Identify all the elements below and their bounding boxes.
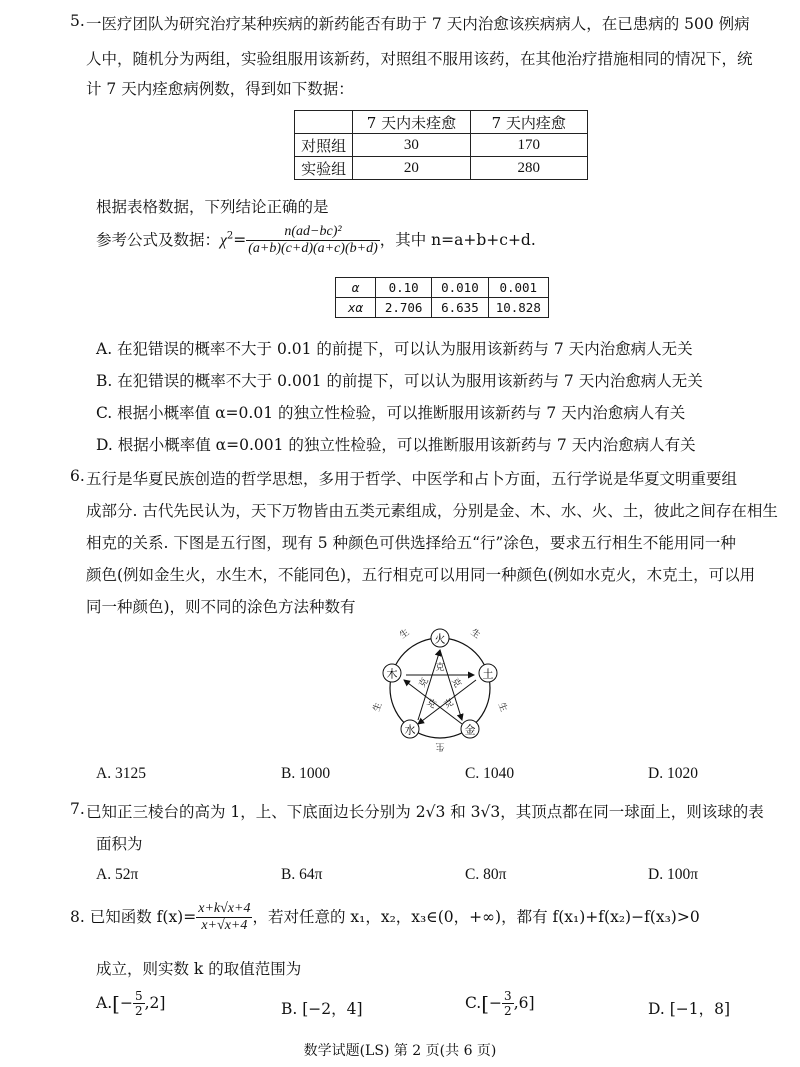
option-label: C. [465, 993, 482, 1012]
bracket: [ [481, 991, 490, 1016]
question-number: 7. [70, 800, 85, 818]
ke-star-arrows [404, 650, 476, 724]
option-a: A. 52π [96, 866, 139, 883]
question-text: 计 7 天内痊愈病例数，得到如下数据： [86, 80, 354, 98]
chi-superscript: 2 [226, 230, 234, 242]
sheng-label: 生 [398, 627, 412, 642]
ke-label: 克 [417, 676, 431, 690]
option-b: B. 64π [281, 866, 323, 883]
page-footer: 数学试题(LS) 第 2 页(共 6 页) [303, 1043, 497, 1059]
option-d: D. 根据小概率值 α=0.001 的独立性检验，可以推断服用该新药与 7 天内治愈病人有关 [96, 436, 696, 454]
element-metal-label: 金 [464, 723, 476, 737]
table-header-cell: 7 天内痊愈 [470, 111, 587, 134]
option-b: B. 1000 [281, 765, 331, 782]
ke-label: 克 [442, 697, 456, 711]
ke-label: 克 [449, 676, 463, 690]
question-text: 五行是华夏民族创造的哲学思想，多用于哲学、中医学和占卜方面，五行学说是华夏文明重要组 [86, 470, 738, 488]
formula-suffix: ，其中 n=a+b+c+d. [379, 230, 536, 249]
element-fire-label: 火 [434, 632, 446, 646]
ref-cell: 0.010 [432, 278, 488, 298]
ke-label: 克 [435, 663, 445, 673]
sheng-label: 生 [495, 701, 509, 714]
element-wood-label: 木 [386, 667, 398, 681]
sheng-label: 生 [435, 741, 445, 751]
equals-sign: = [233, 230, 247, 249]
fraction-numerator: x+k√x+4 [198, 901, 251, 916]
chi-square-fraction [246, 225, 380, 256]
bracket: [ [112, 991, 120, 1016]
question-text: 相克的关系. 下图是五行图，现有 5 种颜色可供选择给五“行”涂色，要求五行相生不能用同一种 [86, 534, 736, 552]
function-prefix: 已知函数 f(x)= [89, 907, 197, 926]
option-c: C. 1040 [465, 765, 515, 782]
ref-cell: 10.828 [488, 298, 548, 318]
question-text: 同一种颜色)，则不同的涂色方法种数有 [86, 598, 356, 616]
fraction-denominator: 2 [504, 1004, 512, 1018]
question-number: 8. [70, 907, 85, 926]
option-c [465, 990, 535, 1017]
option-c: C. 80π [465, 866, 507, 883]
table-row-label: 实验组 [295, 157, 353, 180]
fraction-numerator: 3 [504, 989, 512, 1003]
question-text: 颜色(例如金生火，水生木，不能同色)，五行相克可以用同一种颜色(例如水克火，木克土，可以用 [86, 566, 756, 584]
table-header-cell [295, 111, 353, 134]
element-water-label: 水 [404, 723, 416, 737]
sheng-label: 生 [468, 627, 482, 642]
table-cell: 20 [353, 157, 470, 180]
data-table [294, 110, 588, 180]
option-b: B. 在犯错误的概率不大于 0.001 的前提下，可以认为服用该新药与 7 天内治愈病人无关 [96, 372, 703, 390]
fraction-numerator: n(ad−bc)² [246, 225, 380, 241]
reference-table [335, 277, 549, 318]
chi-symbol: χ [220, 231, 227, 249]
option-fraction [502, 990, 514, 1017]
fraction-numerator: 5 [134, 989, 143, 1003]
question-text: 成部分. 古代先民认为，天下万物皆由五类元素组成，分别是金、木、水、火、土，彼此之间存在相生 [86, 502, 778, 520]
fraction-denominator: (a+b)(c+d)(a+c)(b+d) [248, 241, 378, 256]
function-suffix: ，若对任意的 x₁，x₂，x₃∈(0，+∞)，都有 f(x₁)+f(x₂)−f(x₃)>0 [252, 907, 700, 926]
option-fraction [133, 990, 145, 1017]
question-text: 已知正三棱台的高为 1，上、下底面边长分别为 2√3 和 3√3，其顶点都在同一球面上，则该球的表 [86, 803, 764, 821]
element-nodes [383, 629, 497, 738]
fraction-denominator: 2 [134, 1004, 143, 1018]
question-number: 5. [70, 12, 85, 30]
ref-cell: 0.001 [488, 278, 548, 298]
option-a: A. 在犯错误的概率不大于 0.01 的前提下，可以认为服用该新药与 7 天内治愈病人无关 [96, 340, 693, 358]
sheng-label: 生 [371, 701, 385, 714]
table-cell: 170 [470, 134, 587, 157]
minus-sign: − [119, 993, 133, 1012]
formula-prefix: 参考公式及数据： [96, 230, 221, 249]
ref-cell: 6.635 [432, 298, 488, 318]
ref-cell: 2.706 [376, 298, 432, 318]
table-cell: 30 [353, 134, 470, 157]
option-c: C. 根据小概率值 α=0.01 的独立性检验，可以推断服用该新药与 7 天内治愈病人有关 [96, 404, 686, 422]
question-text: 一医疗团队为研究治疗某种疾病的新药能否有助于 7 天内治愈该疾病病人，在已患病的 500 例病 [86, 15, 750, 33]
option-a [96, 990, 165, 1017]
option-a: A. 3125 [96, 765, 146, 782]
option-d: D. 100π [648, 866, 699, 883]
ref-cell: α [336, 278, 376, 298]
question-text: 人中，随机分为两组，实验组服用该新药，对照组不服用该药，在其他治疗措施相同的情况下，统 [86, 50, 753, 68]
ref-cell: xα [336, 298, 376, 318]
question-number: 6. [70, 467, 85, 485]
question-text: 成立，则实数 k 的取值范围为 [96, 960, 302, 978]
option-rest: ,6] [513, 993, 535, 1012]
ke-label: 克 [424, 697, 438, 711]
question-stem [70, 902, 700, 933]
option-label: A. [96, 993, 113, 1012]
ref-cell: 0.10 [376, 278, 432, 298]
table-row-label: 对照组 [295, 134, 353, 157]
minus-sign: − [489, 993, 503, 1012]
fraction-denominator: x+√x+4 [201, 918, 248, 933]
element-earth-label: 土 [482, 667, 494, 681]
table-header-cell: 7 天内未痊愈 [353, 111, 470, 134]
function-fraction [196, 902, 252, 933]
question-text: 面积为 [96, 835, 143, 853]
question-prompt: 根据表格数据，下列结论正确的是 [96, 198, 329, 216]
option-d: D. 1020 [648, 765, 698, 782]
option-b: B. [−2，4] [281, 1000, 363, 1018]
formula-line [96, 225, 536, 256]
option-d: D. [−1，8] [648, 1000, 731, 1018]
five-elements-diagram [370, 622, 510, 752]
option-rest: ,2] [144, 993, 166, 1012]
table-cell: 280 [470, 157, 587, 180]
